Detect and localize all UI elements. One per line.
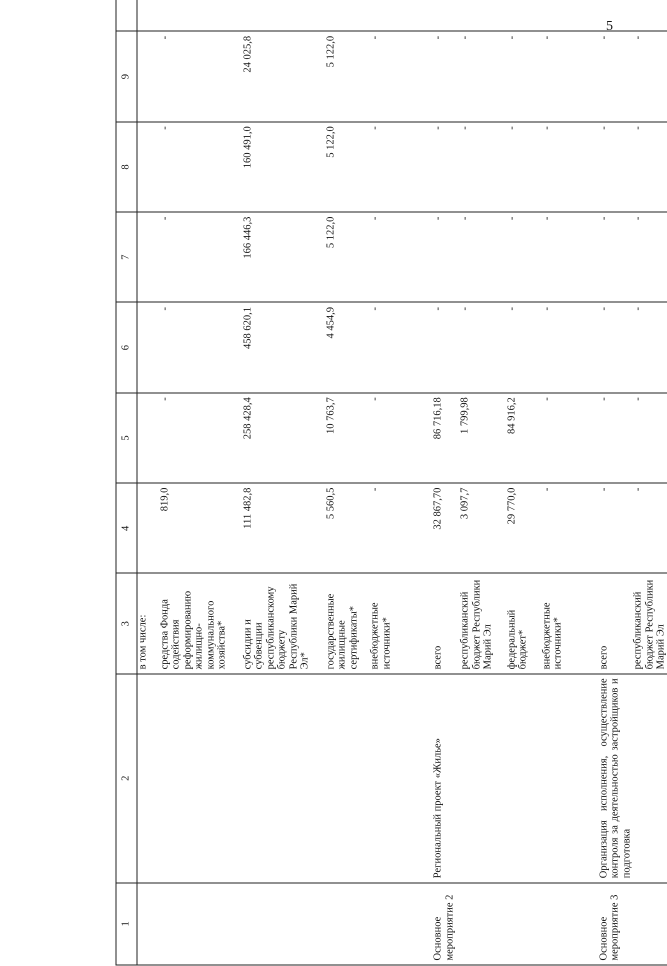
event-name-cell	[137, 883, 149, 965]
table-header-row	[116, 0, 137, 965]
spacer-cell	[564, 31, 598, 121]
spacer-cell	[149, 31, 159, 121]
value-cell: -	[506, 31, 529, 121]
event-name-cell	[242, 883, 311, 965]
spacer-cell	[564, 483, 598, 573]
description-cell	[242, 674, 311, 883]
spacer-cell	[494, 0, 506, 31]
value-cell: -	[598, 302, 633, 392]
value-cell: 160 491,0	[242, 122, 311, 212]
value-cell: -	[506, 302, 529, 392]
spacer-cell	[359, 483, 369, 573]
value-cell: -	[541, 122, 564, 212]
spacer-cell	[359, 302, 369, 392]
table-row	[325, 0, 360, 965]
spacer-cell	[494, 483, 506, 573]
funding-source-cell: республиканский бюджет Республики Марий Эл	[459, 573, 494, 673]
value-cell	[598, 0, 633, 31]
value-cell: -	[632, 393, 667, 483]
spacer-cell	[392, 573, 432, 673]
value-cell: 3 097,7	[459, 483, 494, 573]
value-cell	[506, 0, 529, 31]
table-row	[459, 0, 494, 965]
value-cell: -	[632, 122, 667, 212]
value-cell	[137, 393, 149, 483]
value-cell: -	[632, 212, 667, 302]
spacer-cell	[311, 674, 325, 883]
spacer-cell	[359, 122, 369, 212]
spacer-cell	[529, 0, 541, 31]
spacer-cell	[392, 393, 432, 483]
spacer-cell	[311, 122, 325, 212]
value-cell: -	[541, 393, 564, 483]
spacer-cell	[529, 212, 541, 302]
value-cell	[242, 0, 311, 31]
value-cell: 86 716,18	[432, 393, 455, 483]
value-cell	[159, 0, 228, 31]
page-number: 5	[606, 19, 613, 34]
spacer-cell	[455, 31, 459, 121]
value-cell: 5 560,5	[325, 483, 360, 573]
spacer-cell	[392, 31, 432, 121]
row-spacer	[392, 0, 432, 965]
description-cell	[159, 674, 228, 883]
spacer-cell	[228, 302, 242, 392]
spacer-cell	[529, 393, 541, 483]
value-cell: 1 799,98	[459, 393, 494, 483]
value-cell: -	[632, 31, 667, 121]
value-cell: 5 122,0	[325, 212, 360, 302]
spacer-cell	[359, 883, 369, 965]
spacer-cell	[149, 393, 159, 483]
value-cell: -	[632, 483, 667, 573]
table-row	[242, 0, 311, 965]
column-header: 5	[116, 393, 137, 483]
spacer-cell	[228, 0, 242, 31]
spacer-cell	[359, 674, 369, 883]
value-cell: -	[459, 302, 494, 392]
spacer-cell	[359, 212, 369, 302]
table-row	[506, 0, 529, 965]
spacer-cell	[392, 883, 432, 965]
spacer-cell	[311, 573, 325, 673]
description-cell	[632, 674, 667, 883]
value-cell: 32 867,70	[432, 483, 455, 573]
column-header: 1	[116, 883, 137, 965]
funding-source-cell: средства Фонда содействия реформированию жилищно-коммунального хозяйства*	[159, 573, 228, 673]
spacer-cell	[455, 122, 459, 212]
funding-source-cell: в том числе:	[137, 573, 149, 673]
value-cell: -	[369, 122, 392, 212]
event-name-cell: Основное мероприятие 2	[432, 883, 455, 965]
spacer-cell	[149, 573, 159, 673]
spacer-cell	[529, 483, 541, 573]
value-cell: -	[159, 122, 228, 212]
value-cell	[137, 483, 149, 573]
column-header: 2	[116, 674, 137, 883]
value-cell	[459, 0, 494, 31]
spacer-cell	[494, 122, 506, 212]
row-spacer	[359, 0, 369, 965]
spacer-cell	[228, 573, 242, 673]
spacer-cell	[359, 573, 369, 673]
table-row	[598, 0, 633, 965]
description-cell	[459, 674, 494, 883]
funding-source-cell: всего	[432, 573, 455, 673]
funding-source-cell: внебюджетные источники*	[541, 573, 564, 673]
spacer-cell	[228, 883, 242, 965]
table-row	[541, 0, 564, 965]
value-cell: -	[541, 31, 564, 121]
value-cell	[137, 302, 149, 392]
description-cell	[325, 674, 360, 883]
spacer-cell	[564, 302, 598, 392]
value-cell: -	[432, 302, 455, 392]
spacer-cell	[455, 674, 459, 883]
column-header: 8	[116, 122, 137, 212]
spacer-cell	[311, 883, 325, 965]
value-cell: -	[541, 302, 564, 392]
spacer-cell	[149, 212, 159, 302]
rotated-table-container	[115, 0, 666, 966]
description-cell: Региональный проект «Жилье»	[432, 674, 455, 883]
value-cell: -	[459, 31, 494, 121]
description-cell: Организация исполнения, осуществление контроля за деятельностью застройщиков и подготовка	[598, 674, 633, 883]
value-cell: 4 454,9	[325, 302, 360, 392]
value-cell: 5 122,0	[325, 31, 360, 121]
spacer-cell	[455, 212, 459, 302]
spacer-cell	[529, 122, 541, 212]
spacer-cell	[359, 0, 369, 31]
value-cell: -	[432, 31, 455, 121]
value-cell: -	[459, 212, 494, 302]
spacer-cell	[149, 674, 159, 883]
spacer-cell	[494, 31, 506, 121]
value-cell: 458 620,1	[242, 302, 311, 392]
value-cell: -	[369, 393, 392, 483]
value-cell: 84 916,2	[506, 393, 529, 483]
value-cell: -	[369, 483, 392, 573]
spacer-cell	[311, 393, 325, 483]
value-cell	[432, 0, 455, 31]
spacer-cell	[455, 302, 459, 392]
value-cell: -	[432, 122, 455, 212]
spacer-cell	[149, 122, 159, 212]
event-name-cell	[369, 883, 392, 965]
value-cell: 5 122,0	[325, 122, 360, 212]
table-row	[632, 0, 667, 965]
row-spacer	[455, 0, 459, 965]
value-cell	[137, 212, 149, 302]
spacer-cell	[455, 393, 459, 483]
value-cell: -	[369, 212, 392, 302]
event-name-cell	[325, 883, 360, 965]
spacer-cell	[529, 883, 541, 965]
spacer-cell	[311, 31, 325, 121]
value-cell	[137, 31, 149, 121]
row-spacer	[311, 0, 325, 965]
spacer-cell	[455, 483, 459, 573]
value-cell	[541, 0, 564, 31]
funding-source-cell: государственные жилищные сертификаты*	[325, 573, 360, 673]
value-cell: 166 446,3	[242, 212, 311, 302]
spacer-cell	[228, 674, 242, 883]
spacer-cell	[228, 212, 242, 302]
spacer-cell	[494, 393, 506, 483]
value-cell: 258 428,4	[242, 393, 311, 483]
spacer-cell	[564, 0, 598, 31]
value-cell: -	[159, 393, 228, 483]
event-name-cell	[159, 883, 228, 965]
value-cell: -	[159, 302, 228, 392]
value-cell: -	[632, 302, 667, 392]
value-cell: -	[541, 212, 564, 302]
value-cell	[632, 0, 667, 31]
table-row	[159, 0, 228, 965]
value-cell: -	[506, 212, 529, 302]
table-row	[137, 0, 149, 965]
value-cell: -	[598, 122, 633, 212]
value-cell: -	[541, 483, 564, 573]
value-cell: 24 025,8	[242, 31, 311, 121]
spacer-cell	[564, 573, 598, 673]
column-header: 7	[116, 212, 137, 302]
event-name-cell	[459, 883, 494, 965]
value-cell	[325, 0, 360, 31]
spacer-cell	[392, 0, 432, 31]
funding-source-cell: субсидии и субвенции республиканскому бюджету Республики Марий Эл*	[242, 573, 311, 673]
column-header: 9	[116, 31, 137, 121]
spacer-cell	[228, 483, 242, 573]
value-cell: -	[506, 122, 529, 212]
spacer-cell	[529, 573, 541, 673]
funding-source-cell: внебюджетные источники*	[369, 573, 392, 673]
spacer-cell	[228, 393, 242, 483]
spacer-cell	[494, 212, 506, 302]
spacer-cell	[564, 122, 598, 212]
row-spacer	[529, 0, 541, 965]
spacer-cell	[359, 31, 369, 121]
spacer-cell	[494, 674, 506, 883]
spacer-cell	[564, 883, 598, 965]
value-cell	[137, 0, 149, 31]
row-spacer	[149, 0, 159, 965]
spacer-cell	[564, 212, 598, 302]
spacer-cell	[311, 483, 325, 573]
spacer-cell	[494, 302, 506, 392]
value-cell: -	[369, 302, 392, 392]
spacer-cell	[455, 573, 459, 673]
row-spacer	[228, 0, 242, 965]
value-cell: -	[159, 212, 228, 302]
value-cell	[369, 0, 392, 31]
value-cell: 29 770,0	[506, 483, 529, 573]
value-cell: -	[459, 122, 494, 212]
spacer-cell	[228, 31, 242, 121]
value-cell: -	[598, 393, 633, 483]
spacer-cell	[392, 122, 432, 212]
table-row	[432, 0, 455, 965]
value-cell: -	[598, 212, 633, 302]
column-header: 6	[116, 302, 137, 392]
value-cell: 111 482,8	[242, 483, 311, 573]
spacer-cell	[392, 483, 432, 573]
row-spacer	[494, 0, 506, 965]
value-cell: -	[159, 31, 228, 121]
value-cell: -	[369, 31, 392, 121]
spacer-cell	[455, 0, 459, 31]
table-row	[369, 0, 392, 965]
event-name-cell: Основное мероприятие 3	[598, 883, 633, 965]
spacer-cell	[494, 883, 506, 965]
spacer-cell	[228, 122, 242, 212]
budget-table	[115, 0, 667, 966]
description-cell	[369, 674, 392, 883]
spacer-cell	[564, 674, 598, 883]
spacer-cell	[529, 302, 541, 392]
event-name-cell	[632, 883, 667, 965]
description-cell	[137, 674, 149, 883]
value-cell: 819,0	[159, 483, 228, 573]
event-name-cell	[541, 883, 564, 965]
spacer-cell	[392, 674, 432, 883]
spacer-cell	[149, 0, 159, 31]
value-cell: 10 763,7	[325, 393, 360, 483]
funding-source-cell: всего	[598, 573, 633, 673]
spacer-cell	[149, 483, 159, 573]
column-header	[116, 0, 137, 31]
spacer-cell	[149, 883, 159, 965]
value-cell: -	[432, 212, 455, 302]
spacer-cell	[311, 302, 325, 392]
column-header: 3	[116, 573, 137, 673]
column-header: 4	[116, 483, 137, 573]
spacer-cell	[564, 393, 598, 483]
event-name-cell	[506, 883, 529, 965]
spacer-cell	[494, 573, 506, 673]
spacer-cell	[529, 31, 541, 121]
value-cell	[137, 122, 149, 212]
description-cell	[506, 674, 529, 883]
row-spacer	[564, 0, 598, 965]
spacer-cell	[359, 393, 369, 483]
spacer-cell	[149, 302, 159, 392]
spacer-cell	[311, 0, 325, 31]
funding-source-cell: республиканский бюджет Республики Марий Эл	[632, 573, 667, 673]
funding-source-cell: федеральный бюджет*	[506, 573, 529, 673]
spacer-cell	[392, 302, 432, 392]
description-cell	[541, 674, 564, 883]
spacer-cell	[529, 674, 541, 883]
spacer-cell	[392, 212, 432, 302]
value-cell: -	[598, 483, 633, 573]
spacer-cell	[311, 212, 325, 302]
spacer-cell	[455, 883, 459, 965]
value-cell: -	[598, 31, 633, 121]
